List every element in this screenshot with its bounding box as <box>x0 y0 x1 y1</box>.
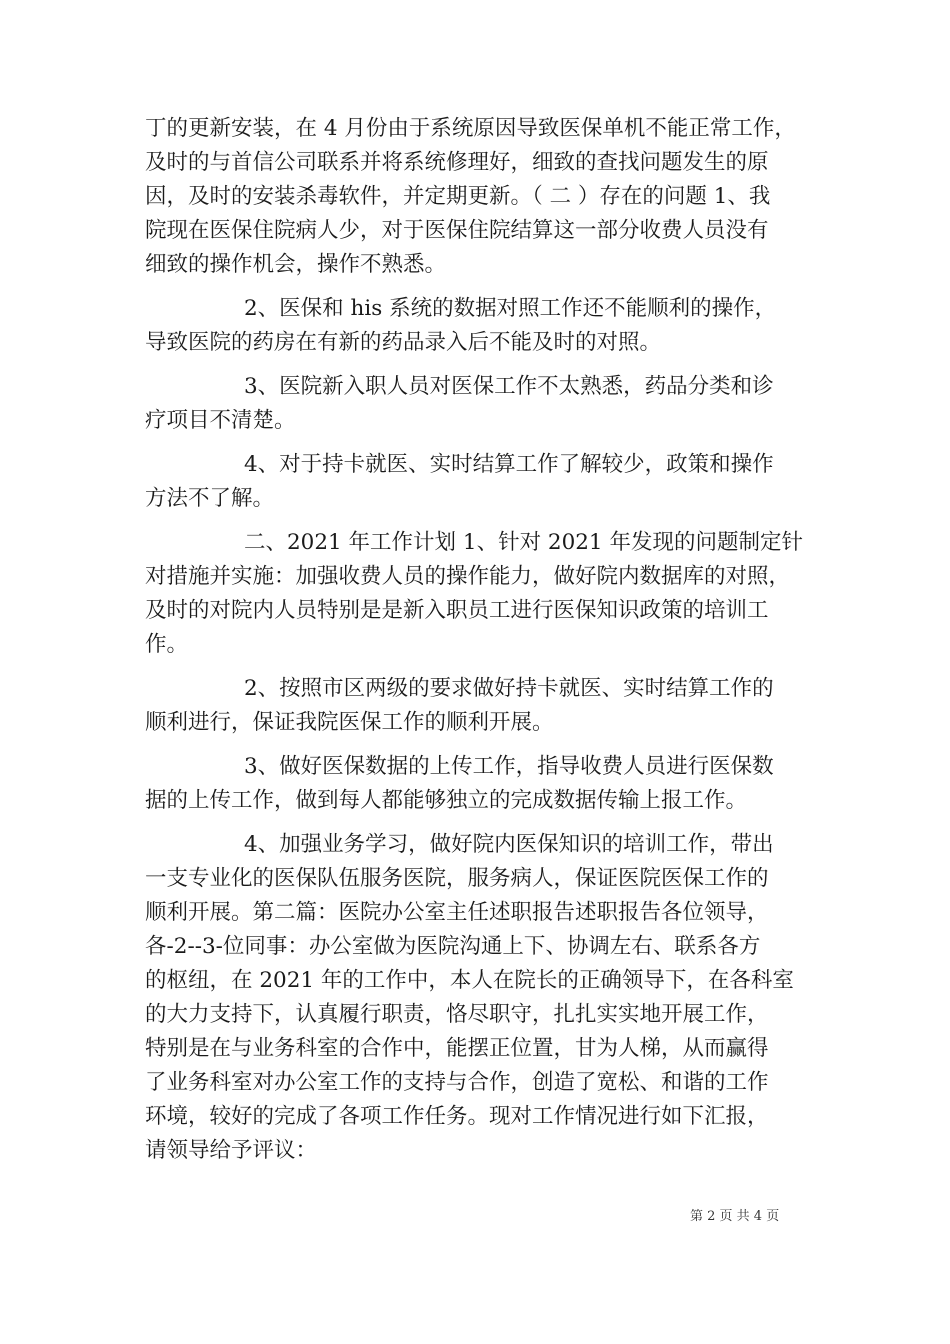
paragraph-1: 丁的更新安装，在 4 月份由于系统原因导致医保单机不能正常工作， 及时的与首信公司联系并将系统修理好，细致的查找问题发生的原 因，及时的安装杀毒软件，并定期更新。（ 二 ）存在的问题 1、我 院现在医保住院病人少，对于医保住院结算这一部分收费人员没有 细致的操作机会，操作不熟悉。 <box>145 116 796 277</box>
page-number-footer: 第 2 页 共 4 页 <box>690 1209 780 1224</box>
paragraph-3: 3、医院新入职人员对医保工作不太熟悉，药品分类和诊 疗项目不清楚。 <box>145 374 774 433</box>
paragraph-2: 2、医保和 his 系统的数据对照工作还不能顺利的操作， 导致医院的药房在有新的药品录入后不能及时的对照。 <box>145 296 777 355</box>
paragraph-8: 4、加强业务学习，做好院内医保知识的培训工作，带出 一支专业化的医保队伍服务医院，服务病人，保证医院医保工作的 顺利开展。第二篇：医院办公室主任述职报告述职报告各位领导， 各-2--3-位同事：办公室做为医院沟通上下、协调左右、联系各方 的枢纽，在 2021 年的工作中，本人在院长的正确领导下，在各科室 的大力支持下，认真履行职责，恪尽职守，扎扎实实地开展工作， 特别是在与业务科室的合作中，能摆正位置，甘为人梯，从而赢得 了业务科室对办公室工作的支持与合作，创造了宽松、和谐的工作 环境，较好的完成了各项工作任务。现对工作情况进行如下汇报， 请领导给予评议： <box>145 832 794 1163</box>
paragraph-5: 二、2021 年工作计划 1、针对 2021 年发现的问题制定针 对措施并实施：加强收费人员的操作能力，做好院内数据库的对照， 及时的对院内人员特别是是新入职员工进行医保知识政策的培训工 作。 <box>145 530 803 657</box>
paragraph-6: 2、按照市区两级的要求做好持卡就医、实时结算工作的 顺利进行，保证我院医保工作的顺利开展。 <box>145 676 774 735</box>
paragraph-4: 4、对于持卡就医、实时结算工作了解较少，政策和操作 方法不了解。 <box>145 452 774 511</box>
paragraph-7: 3、做好医保数据的上传工作，指导收费人员进行医保数 据的上传工作，做到每人都能够独立的完成数据传输上报工作。 <box>145 754 774 813</box>
document-body <box>145 112 813 1178</box>
